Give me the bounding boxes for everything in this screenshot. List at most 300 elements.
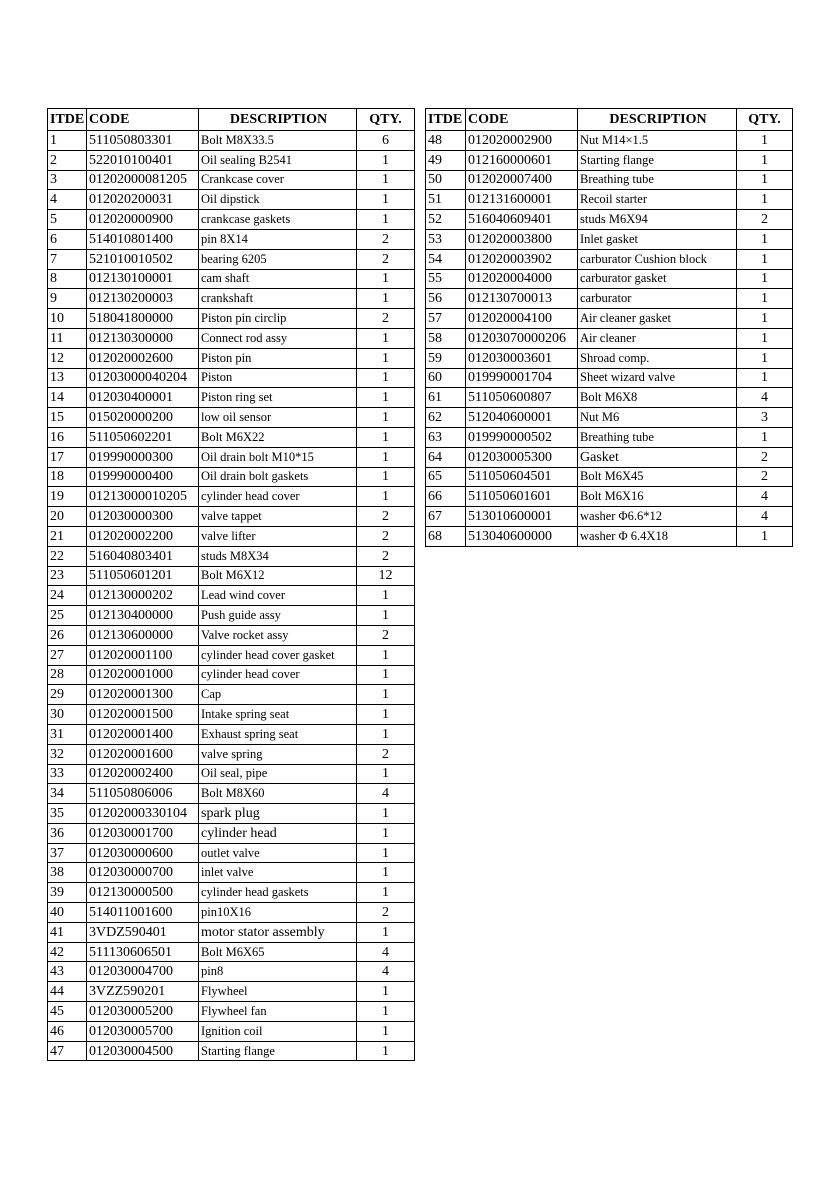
part-code: 511050601601 — [466, 487, 578, 507]
part-quantity: 1 — [737, 131, 793, 151]
table-row — [48, 467, 415, 487]
table-row — [48, 170, 415, 190]
table-row — [48, 289, 415, 309]
table-row — [48, 1021, 415, 1041]
item-number: 58 — [426, 328, 466, 348]
part-quantity: 1 — [357, 724, 415, 744]
item-number: 20 — [48, 507, 87, 527]
part-quantity: 1 — [357, 982, 415, 1002]
part-quantity: 1 — [357, 883, 415, 903]
part-description: Valve rocket assy — [199, 625, 357, 645]
part-quantity: 1 — [357, 388, 415, 408]
header-description: DESCRIPTION — [199, 109, 357, 131]
part-code: 012020001300 — [87, 685, 199, 705]
part-code: 511050803301 — [87, 131, 199, 151]
table-row — [48, 665, 415, 685]
item-number: 68 — [426, 526, 466, 546]
part-quantity: 1 — [737, 368, 793, 388]
item-number: 10 — [48, 309, 87, 329]
part-code: 511050601201 — [87, 566, 199, 586]
part-quantity: 2 — [357, 526, 415, 546]
part-code: 012130400000 — [87, 606, 199, 626]
table-row — [48, 427, 415, 447]
part-code: 012030005300 — [466, 447, 578, 467]
part-code: 012020003902 — [466, 249, 578, 269]
part-code: 012020000900 — [87, 210, 199, 230]
item-number: 42 — [48, 942, 87, 962]
table-row — [48, 883, 415, 903]
part-quantity: 1 — [357, 843, 415, 863]
part-code: 012020002400 — [87, 764, 199, 784]
table-row — [48, 685, 415, 705]
part-code: 514010801400 — [87, 229, 199, 249]
part-description: cam shaft — [199, 269, 357, 289]
part-description: Lead wind cover — [199, 586, 357, 606]
part-code: 019990000400 — [87, 467, 199, 487]
item-number: 56 — [426, 289, 466, 309]
part-code: 012130200003 — [87, 289, 199, 309]
item-number: 33 — [48, 764, 87, 784]
part-description: Bolt M8X60 — [199, 784, 357, 804]
table-row — [48, 1002, 415, 1022]
item-number: 67 — [426, 507, 466, 527]
part-quantity: 2 — [357, 309, 415, 329]
part-code: 019990001704 — [466, 368, 578, 388]
table-row — [48, 328, 415, 348]
part-description: valve spring — [199, 744, 357, 764]
part-description: Sheet wizard valve — [578, 368, 737, 388]
part-description: Bolt M6X65 — [199, 942, 357, 962]
part-description: Gasket — [578, 447, 737, 467]
table-row — [48, 843, 415, 863]
part-quantity: 1 — [737, 269, 793, 289]
header-qty: QTY. — [737, 109, 793, 131]
part-description: carburator — [578, 289, 737, 309]
table-row — [48, 507, 415, 527]
table-body-left — [48, 131, 415, 1061]
part-description: valve tappet — [199, 507, 357, 527]
part-description: Bolt M6X16 — [578, 487, 737, 507]
part-code: 513010600001 — [466, 507, 578, 527]
part-description: Oil drain bolt gaskets — [199, 467, 357, 487]
item-number: 49 — [426, 150, 466, 170]
item-number: 30 — [48, 705, 87, 725]
part-code: 012030000300 — [87, 507, 199, 527]
table-row — [48, 982, 415, 1002]
table-row — [426, 348, 793, 368]
part-code: 01202000330104 — [87, 804, 199, 824]
item-number: 6 — [48, 229, 87, 249]
table-row — [48, 249, 415, 269]
part-code: 012020200031 — [87, 190, 199, 210]
part-quantity: 2 — [737, 447, 793, 467]
part-description: Air cleaner — [578, 328, 737, 348]
part-code: 012020001600 — [87, 744, 199, 764]
item-number: 9 — [48, 289, 87, 309]
part-description: Recoil starter — [578, 190, 737, 210]
part-code: 01203000040204 — [87, 368, 199, 388]
part-description: studs M8X34 — [199, 546, 357, 566]
part-code: 012130700013 — [466, 289, 578, 309]
part-quantity: 1 — [357, 427, 415, 447]
part-description: Starting flange — [199, 1041, 357, 1061]
part-code: 019990000300 — [87, 447, 199, 467]
part-description: Shroad comp. — [578, 348, 737, 368]
part-description: pin10X16 — [199, 903, 357, 923]
part-description: Bolt M6X12 — [199, 566, 357, 586]
item-number: 14 — [48, 388, 87, 408]
part-description: carburator Cushion block — [578, 249, 737, 269]
header-item: ITDE — [426, 109, 466, 131]
table-row — [426, 190, 793, 210]
table-row — [426, 269, 793, 289]
table-row — [48, 487, 415, 507]
table-row — [48, 368, 415, 388]
part-code: 012020002900 — [466, 131, 578, 151]
item-number: 52 — [426, 210, 466, 230]
table-row — [48, 784, 415, 804]
part-quantity: 1 — [357, 348, 415, 368]
part-description: crankshaft — [199, 289, 357, 309]
table-row — [426, 408, 793, 428]
table-row — [48, 903, 415, 923]
table-row — [426, 229, 793, 249]
part-quantity: 6 — [357, 131, 415, 151]
part-description: Breathing tube — [578, 427, 737, 447]
part-code: 012020002600 — [87, 348, 199, 368]
table-row — [48, 942, 415, 962]
part-description: spark plug — [199, 804, 357, 824]
table-row — [48, 625, 415, 645]
table-row — [426, 289, 793, 309]
table-row — [426, 487, 793, 507]
table-row — [48, 645, 415, 665]
part-code: 012130100001 — [87, 269, 199, 289]
part-code: 514011001600 — [87, 903, 199, 923]
table-row — [426, 368, 793, 388]
table-row — [48, 823, 415, 843]
part-description: cylinder head — [199, 823, 357, 843]
part-description: Oil sealing B2541 — [199, 150, 357, 170]
part-description: Cap — [199, 685, 357, 705]
part-quantity: 1 — [737, 150, 793, 170]
part-code: 012020001400 — [87, 724, 199, 744]
item-number: 57 — [426, 309, 466, 329]
part-description: low oil sensor — [199, 408, 357, 428]
part-code: 012030003601 — [466, 348, 578, 368]
header-description: DESCRIPTION — [578, 109, 737, 131]
item-number: 26 — [48, 625, 87, 645]
part-description: Bolt M6X45 — [578, 467, 737, 487]
part-code: 012020007400 — [466, 170, 578, 190]
part-quantity: 2 — [357, 229, 415, 249]
table-row — [48, 546, 415, 566]
part-quantity: 1 — [737, 526, 793, 546]
part-code: 511050806006 — [87, 784, 199, 804]
part-description: valve lifter — [199, 526, 357, 546]
item-number: 4 — [48, 190, 87, 210]
part-code: 012130000500 — [87, 883, 199, 903]
table-row — [48, 269, 415, 289]
table-row — [48, 388, 415, 408]
item-number: 46 — [48, 1021, 87, 1041]
part-description: pin8 — [199, 962, 357, 982]
table-row — [48, 447, 415, 467]
item-number: 48 — [426, 131, 466, 151]
part-code: 012020004100 — [466, 309, 578, 329]
table-row — [48, 566, 415, 586]
part-code: 012030004500 — [87, 1041, 199, 1061]
item-number: 34 — [48, 784, 87, 804]
part-quantity: 1 — [357, 804, 415, 824]
part-quantity: 1 — [737, 348, 793, 368]
table-row — [426, 309, 793, 329]
part-code: 012030005700 — [87, 1021, 199, 1041]
part-quantity: 4 — [737, 388, 793, 408]
item-number: 61 — [426, 388, 466, 408]
part-code: 01203070000206 — [466, 328, 578, 348]
part-code: 516040803401 — [87, 546, 199, 566]
item-number: 55 — [426, 269, 466, 289]
part-code: 512040600001 — [466, 408, 578, 428]
part-description: bearing 6205 — [199, 249, 357, 269]
item-number: 59 — [426, 348, 466, 368]
item-number: 37 — [48, 843, 87, 863]
part-description: cylinder head gaskets — [199, 883, 357, 903]
item-number: 5 — [48, 210, 87, 230]
part-quantity: 1 — [737, 190, 793, 210]
table-row — [426, 210, 793, 230]
part-quantity: 4 — [737, 507, 793, 527]
item-number: 29 — [48, 685, 87, 705]
part-code: 012020003800 — [466, 229, 578, 249]
item-number: 45 — [48, 1002, 87, 1022]
item-number: 7 — [48, 249, 87, 269]
header-item: ITDE — [48, 109, 87, 131]
item-number: 23 — [48, 566, 87, 586]
part-code: 015020000200 — [87, 408, 199, 428]
part-code: 012020004000 — [466, 269, 578, 289]
part-description: outlet valve — [199, 843, 357, 863]
part-code: 518041800000 — [87, 309, 199, 329]
item-number: 53 — [426, 229, 466, 249]
part-quantity: 1 — [357, 328, 415, 348]
part-quantity: 1 — [357, 1021, 415, 1041]
part-quantity: 1 — [357, 665, 415, 685]
part-quantity: 4 — [357, 942, 415, 962]
part-description: Connect rod assy — [199, 328, 357, 348]
item-number: 3 — [48, 170, 87, 190]
part-code: 012030001700 — [87, 823, 199, 843]
part-description: Piston pin — [199, 348, 357, 368]
part-quantity: 2 — [737, 210, 793, 230]
item-number: 39 — [48, 883, 87, 903]
table-row — [426, 427, 793, 447]
table-row — [48, 724, 415, 744]
part-description: cylinder head cover — [199, 665, 357, 685]
part-description: Oil drain bolt M10*15 — [199, 447, 357, 467]
part-quantity: 1 — [357, 289, 415, 309]
part-code: 01202000081205 — [87, 170, 199, 190]
table-row — [48, 150, 415, 170]
part-code: 012030400001 — [87, 388, 199, 408]
table-row — [48, 408, 415, 428]
item-number: 62 — [426, 408, 466, 428]
item-number: 18 — [48, 467, 87, 487]
item-number: 22 — [48, 546, 87, 566]
part-description: Flywheel fan — [199, 1002, 357, 1022]
part-description: Piston — [199, 368, 357, 388]
part-quantity: 1 — [737, 249, 793, 269]
table-row — [48, 804, 415, 824]
part-quantity: 1 — [357, 408, 415, 428]
part-code: 012130300000 — [87, 328, 199, 348]
part-quantity: 1 — [357, 269, 415, 289]
parts-table-left — [47, 108, 415, 1061]
item-number: 38 — [48, 863, 87, 883]
part-quantity: 1 — [357, 764, 415, 784]
part-description: Oil seal, pipe — [199, 764, 357, 784]
part-quantity: 1 — [357, 467, 415, 487]
part-code: 511130606501 — [87, 942, 199, 962]
table-row — [426, 249, 793, 269]
table-body-right — [426, 131, 793, 547]
part-description: carburator gasket — [578, 269, 737, 289]
header-code: CODE — [466, 109, 578, 131]
table-row — [48, 526, 415, 546]
table-header-row — [48, 109, 415, 131]
part-description: Bolt M6X22 — [199, 427, 357, 447]
part-code: 513040600000 — [466, 526, 578, 546]
part-quantity: 1 — [737, 427, 793, 447]
parts-table-right — [425, 108, 793, 547]
part-quantity: 1 — [357, 823, 415, 843]
item-number: 60 — [426, 368, 466, 388]
part-code: 511050604501 — [466, 467, 578, 487]
part-quantity: 3 — [737, 408, 793, 428]
part-description: Nut M6 — [578, 408, 737, 428]
item-number: 51 — [426, 190, 466, 210]
item-number: 54 — [426, 249, 466, 269]
part-quantity: 4 — [737, 487, 793, 507]
table-row — [426, 131, 793, 151]
item-number: 15 — [48, 408, 87, 428]
part-quantity: 1 — [357, 685, 415, 705]
part-quantity: 12 — [357, 566, 415, 586]
item-number: 25 — [48, 606, 87, 626]
part-description: Piston pin circlip — [199, 309, 357, 329]
part-description: Piston ring set — [199, 388, 357, 408]
part-code: 012160000601 — [466, 150, 578, 170]
part-quantity: 1 — [357, 863, 415, 883]
part-quantity: 1 — [357, 210, 415, 230]
part-code: 012020001500 — [87, 705, 199, 725]
table-row — [426, 328, 793, 348]
part-code: 522010100401 — [87, 150, 199, 170]
part-description: studs M6X94 — [578, 210, 737, 230]
part-code: 516040609401 — [466, 210, 578, 230]
header-qty: QTY. — [357, 109, 415, 131]
item-number: 16 — [48, 427, 87, 447]
item-number: 44 — [48, 982, 87, 1002]
part-code: 012020001100 — [87, 645, 199, 665]
part-description: Bolt M6X8 — [578, 388, 737, 408]
part-quantity: 1 — [737, 170, 793, 190]
part-code: 012030000600 — [87, 843, 199, 863]
part-description: Oil dipstick — [199, 190, 357, 210]
item-number: 40 — [48, 903, 87, 923]
part-code: 521010010502 — [87, 249, 199, 269]
part-quantity: 1 — [737, 229, 793, 249]
part-quantity: 4 — [357, 784, 415, 804]
part-description: Ignition coil — [199, 1021, 357, 1041]
part-description: pin 8X14 — [199, 229, 357, 249]
item-number: 47 — [48, 1041, 87, 1061]
table-row — [48, 190, 415, 210]
item-number: 13 — [48, 368, 87, 388]
part-code: 012030005200 — [87, 1002, 199, 1022]
part-code: 012030004700 — [87, 962, 199, 982]
part-code: 511050602201 — [87, 427, 199, 447]
part-quantity: 1 — [357, 150, 415, 170]
item-number: 2 — [48, 150, 87, 170]
table-row — [48, 229, 415, 249]
part-quantity: 2 — [357, 249, 415, 269]
table-row — [426, 388, 793, 408]
table-row — [48, 1041, 415, 1061]
table-row — [48, 705, 415, 725]
table-row — [48, 606, 415, 626]
part-code: 019990000502 — [466, 427, 578, 447]
item-number: 28 — [48, 665, 87, 685]
table-row — [426, 526, 793, 546]
item-number: 21 — [48, 526, 87, 546]
part-description: cylinder head cover gasket — [199, 645, 357, 665]
table-header-row — [426, 109, 793, 131]
header-code: CODE — [87, 109, 199, 131]
item-number: 66 — [426, 487, 466, 507]
table-row — [48, 131, 415, 151]
part-quantity: 2 — [737, 467, 793, 487]
part-description: Nut M14×1.5 — [578, 131, 737, 151]
part-code: 012130600000 — [87, 625, 199, 645]
part-quantity: 1 — [357, 368, 415, 388]
part-description: cylinder head cover — [199, 487, 357, 507]
part-quantity: 2 — [357, 546, 415, 566]
part-quantity: 4 — [357, 962, 415, 982]
part-quantity: 1 — [737, 328, 793, 348]
table-row — [48, 922, 415, 942]
part-code: 3VDZ590401 — [87, 922, 199, 942]
part-quantity: 1 — [357, 922, 415, 942]
part-description: Breathing tube — [578, 170, 737, 190]
item-number: 19 — [48, 487, 87, 507]
part-quantity: 2 — [357, 903, 415, 923]
part-code: 012130000202 — [87, 586, 199, 606]
part-description: Push guide assy — [199, 606, 357, 626]
part-description: motor stator assembly — [199, 922, 357, 942]
item-number: 36 — [48, 823, 87, 843]
part-quantity: 1 — [357, 1002, 415, 1022]
table-row — [426, 150, 793, 170]
part-quantity: 1 — [357, 645, 415, 665]
part-quantity: 1 — [357, 1041, 415, 1061]
table-row — [48, 348, 415, 368]
part-quantity: 1 — [737, 289, 793, 309]
item-number: 8 — [48, 269, 87, 289]
table-row — [48, 764, 415, 784]
part-description: Exhaust spring seat — [199, 724, 357, 744]
